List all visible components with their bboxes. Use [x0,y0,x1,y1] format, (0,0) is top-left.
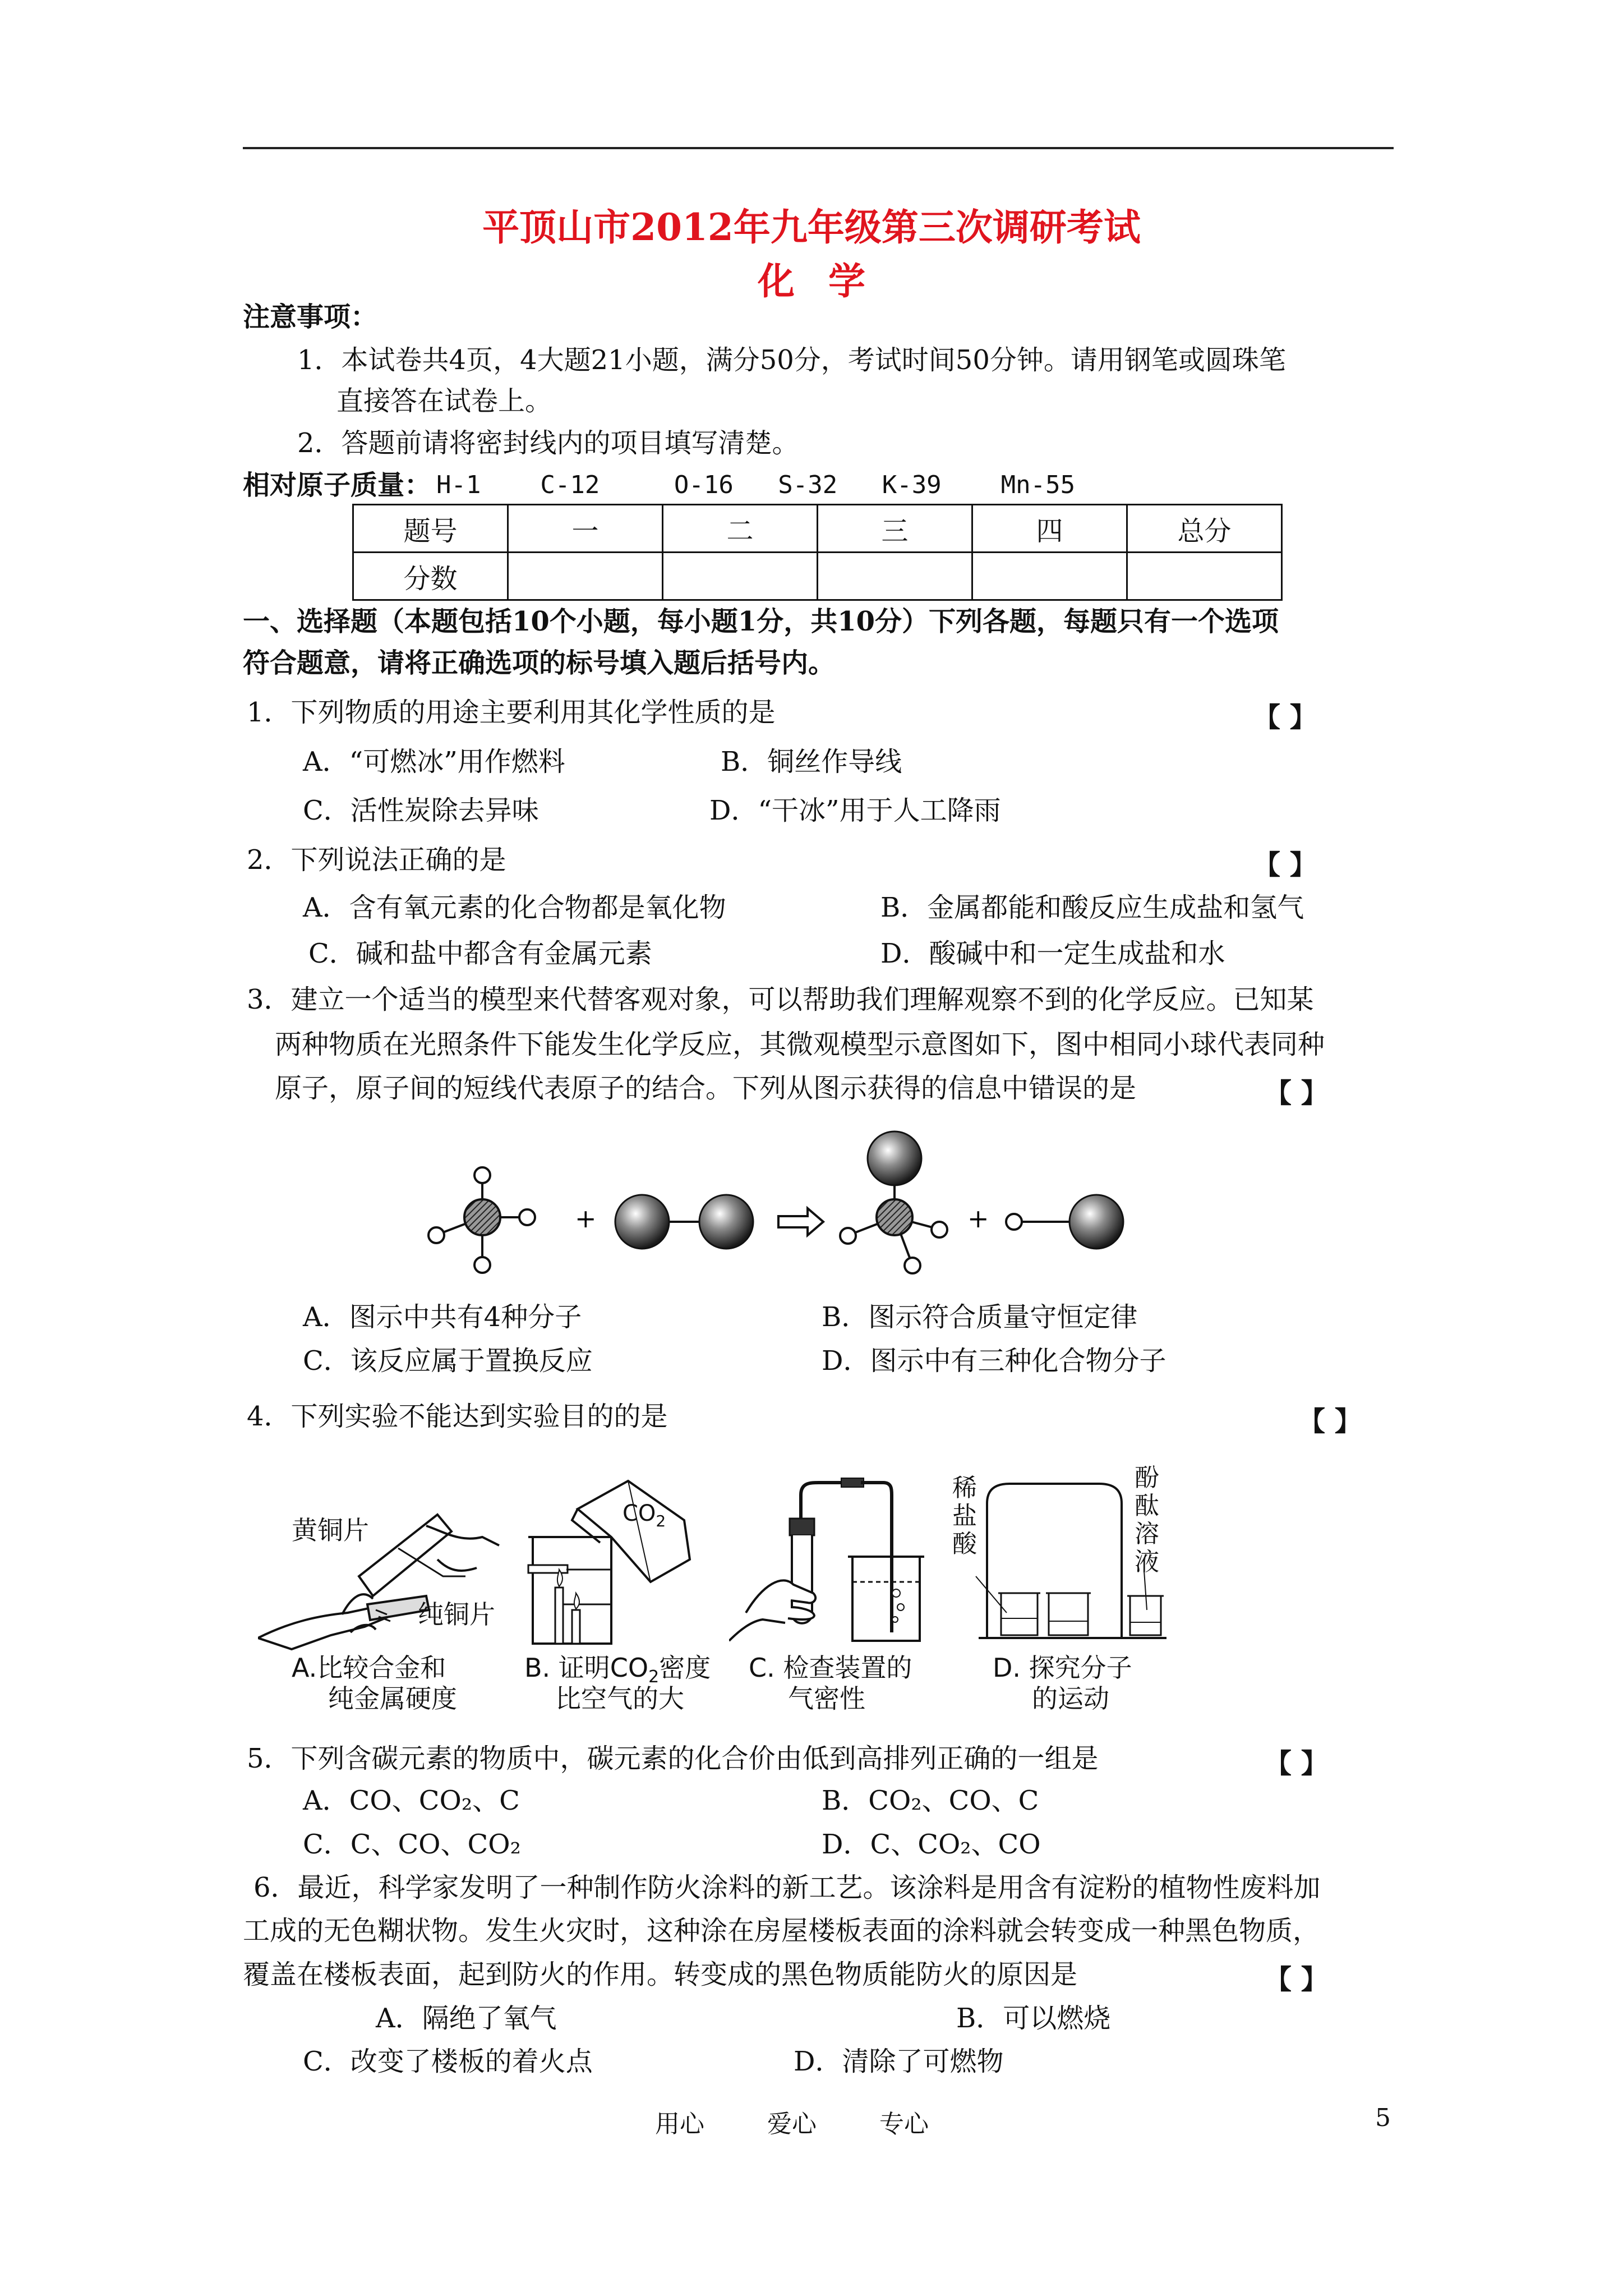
atomic-mass-values: H-1 C-12 O-16 S-32 K-39 Mn-55 [436,471,1076,499]
top-rule [243,147,1394,149]
q6-option-d: D．清除了可燃物 [794,2046,1004,2077]
footer-word-3: 专心 [879,2110,929,2138]
q5-option-a: A．CO、CO₂、C [303,1785,520,1816]
q1-option-b: B．铜丝作导线 [721,746,902,777]
exam-title: 平顶山市2012年九年级第三次调研考试 [482,205,1141,249]
figure-b-caption-text: B. 证明CO [524,1653,649,1683]
score-entry-cell[interactable] [663,553,818,600]
q2-option-d: D．酸碱中和一定生成盐和水 [880,938,1225,969]
score-table-cell: 分数 [353,553,508,600]
q4-answer-bracket[interactable]: 【 】 [1298,1406,1362,1437]
brass-sheet-label: 黄铜片 [292,1515,369,1545]
notice-heading: 注意事项： [243,301,378,333]
q3-stem-line2: 两种物质在光照条件下能发生化学反应，其微观模型示意图如下，图中相同小球代表同种 [275,1029,1325,1060]
q2-option-c: C．碱和盐中都含有金属元素 [308,938,652,969]
q3-option-a: A．图示中共有4种分子 [303,1301,582,1333]
reaction-model-diagram [415,1128,1144,1296]
q2-option-a: A．含有氧元素的化合物都是氧化物 [303,892,726,923]
q2-answer-bracket[interactable]: 【 】 [1253,849,1317,881]
plus-sign: + [967,1203,989,1234]
q2-stem: 2．下列说法正确的是 [247,844,506,876]
figure-d-caption-line1: D. 探究分子 [993,1653,1132,1683]
q5-option-c: C．C、CO、CO₂ [303,1829,521,1860]
score-table-cell: 三 [818,505,972,553]
q1-option-a: A．“可燃冰”用作燃料 [303,746,565,777]
figure-a-caption-line1: A.比较合金和 [292,1653,446,1683]
q1-answer-bracket[interactable]: 【 】 [1253,702,1317,733]
q5-option-b: B．CO₂、CO、C [822,1785,1039,1816]
score-table-cell: 总分 [1127,505,1282,553]
figure-b-caption-line2: 比空气的大 [555,1683,684,1714]
q4-stem: 4．下列实验不能达到实验目的的是 [247,1401,668,1432]
figure-b-caption-subscript: 2 [648,1667,660,1687]
score-table-score-row [353,553,1282,600]
q6-stem-line2: 工成的无色糊状物。发生火灾时，这种涂在房屋楼板表面的涂料就会转变成一种黑色物质， [243,1915,1320,1947]
q2-option-b: B．金属都能和酸反应生成盐和氢气 [880,892,1304,923]
notice-item1-line2: 直接答在试卷上。 [336,385,552,417]
score-table-header-row [353,505,1282,553]
notice-item2: 2．答题前请将密封线内的项目填写清楚。 [297,427,799,459]
score-entry-cell[interactable] [972,553,1127,600]
q3-option-c: C．该反应属于置换反应 [303,1345,593,1377]
q6-option-c: C．改变了楼板的着火点 [303,2046,593,2077]
score-table-cell: 二 [663,505,818,553]
figure-a-caption-line2: 纯金属硬度 [328,1683,457,1714]
score-entry-cell[interactable] [508,553,663,600]
q5-answer-bracket[interactable]: 【 】 [1265,1748,1328,1779]
dilute-hcl-label: 稀盐酸 [952,1474,977,1558]
q1-option-d: D．“干冰”用于人工降雨 [709,795,1001,826]
figure-d-caption-line2: 的运动 [1032,1683,1109,1714]
methane-molecule [428,1167,535,1273]
q6-option-b: B．可以燃烧 [956,2003,1111,2034]
figure-c-caption-line1: C. 检查装置的 [749,1653,912,1683]
page-number: 5 [1375,2104,1391,2132]
q3-answer-bracket[interactable]: 【 】 [1265,1078,1328,1109]
chlorine-molecule [615,1195,753,1249]
hydrogen-chloride-molecule [1006,1195,1123,1249]
co2-pouring-candles-illustration [516,1475,701,1655]
section1-instructions-line2: 符合题意，请将正确选项的标号填入题后括号内。 [243,647,836,679]
q6-answer-bracket[interactable]: 【 】 [1265,1964,1328,1995]
phenolphthalein-label: 酚酞溶液 [1135,1464,1159,1576]
score-table-cell: 题号 [353,505,508,553]
footer-word-2: 爱心 [767,2110,817,2138]
airtightness-test-illustration [729,1473,931,1658]
score-entry-cell[interactable] [1127,553,1282,600]
q3-option-b: B．图示符合质量守恒定律 [822,1301,1138,1333]
co2-subscript: 2 [656,1512,666,1530]
plus-sign: + [575,1203,597,1234]
notice-item1-line1: 1．本试卷共4页，4大题21小题，满分50分，考试时间50分钟。请用钢笔或圆珠笔 [297,344,1286,376]
reaction-arrow [778,1208,823,1235]
footer-word-1: 用心 [655,2110,704,2138]
score-table [352,504,1283,601]
co2-bottle-label [623,1498,666,1537]
section1-instructions-line1: 一、选择题（本题包括10个小题，每小题1分，共10分）下列各题，每题只有一个选项 [243,606,1279,637]
q6-stem-line3: 覆盖在楼板表面，起到防火的作用。转变成的黑色物质能防火的原因是 [243,1959,1078,1990]
q1-stem: 1．下列物质的用途主要利用其化学性质的是 [247,697,776,728]
q3-option-d: D．图示中有三种化合物分子 [822,1345,1166,1377]
pure-copper-sheet-label: 纯铜片 [418,1599,495,1630]
q5-stem: 5．下列含碳元素的物质中，碳元素的化合价由低到高排列正确的一组是 [247,1743,1099,1774]
score-table-cell: 四 [972,505,1127,553]
atomic-mass-label: 相对原子质量： [243,470,432,501]
q3-stem-line3: 原子，原子间的短线代表原子的结合。下列从图示获得的信息中错误的是 [275,1073,1137,1104]
q5-option-d: D．C、CO₂、CO [822,1829,1041,1860]
q6-option-a: A．隔绝了氧气 [376,2003,557,2034]
score-entry-cell[interactable] [818,553,972,600]
subject-title: 化学 [758,259,899,303]
figure-b-caption-text-2: 密度 [659,1653,711,1683]
q6-stem-line1: 6．最近，科学家发明了一种制作防火涂料的新工艺。该涂料是用含有淀粉的植物性废料加 [253,1872,1321,1903]
chloromethane-molecule [840,1131,947,1273]
q1-option-c: C．活性炭除去异味 [303,795,539,826]
figure-c-caption-line2: 气密性 [788,1683,865,1714]
q3-stem-line1: 3．建立一个适当的模型来代替客观对象，可以帮助我们理解观察不到的化学反应。已知某 [247,984,1314,1015]
score-table-cell: 一 [508,505,663,553]
co2-formula: CO [623,1501,656,1526]
